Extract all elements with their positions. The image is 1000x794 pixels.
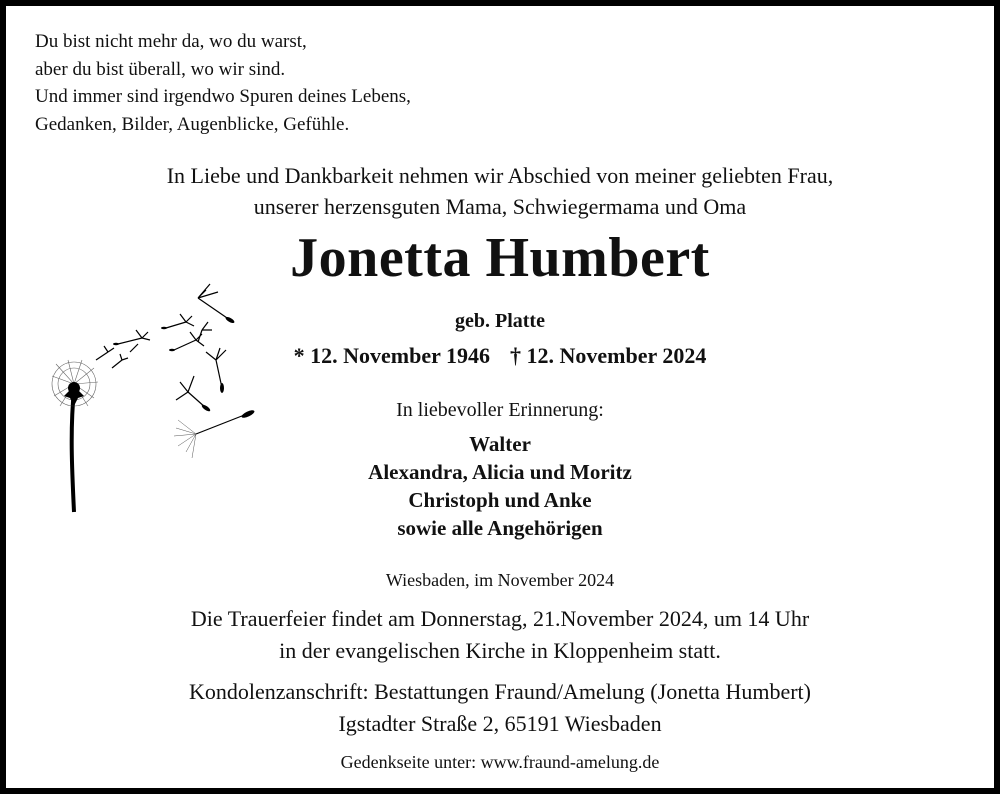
condolence-address [6, 676, 994, 740]
service-line-1: Die Trauerfeier findet am Donnerstag, 21.November 2024, um 14 Uhr [190, 606, 810, 631]
funeral-service-info [6, 603, 994, 667]
poem [35, 28, 411, 138]
mourners-list [6, 430, 994, 542]
poem-line: Gedanken, Bilder, Augenblicke, Gefühle. [35, 113, 350, 135]
death-date: † 12. November 2024 [510, 343, 707, 368]
maiden-name: geb. Platte [455, 310, 545, 332]
obituary-notice [6, 6, 994, 788]
mourner: Alexandra, Alicia und Moritz [368, 460, 632, 484]
intro-line-1: In Liebe und Dankbarkeit nehmen wir Abschied von meiner geliebten Frau, [166, 163, 834, 188]
poem-line: Du bist nicht mehr da, wo du warst, [35, 31, 307, 52]
condolence-line-1: Kondolenzanschrift: Bestattungen Fraund/Amelung (Jonetta Humbert) [189, 679, 811, 704]
mourner: sowie alle Angehörigen [397, 516, 603, 540]
service-line-2: in der evangelischen Kirche in Kloppenheim statt. [279, 638, 721, 663]
birth-date: * 12. November 1946 [293, 343, 490, 368]
poem-line: Und immer sind irgendwo Spuren deines Lebens, [35, 86, 411, 107]
mourner: Christoph und Anke [408, 488, 592, 512]
place-date: Wiesbaden, im November 2024 [385, 570, 615, 590]
memorial-page-link: Gedenkseite unter: www.fraund-amelung.de [340, 752, 660, 772]
condolence-line-2: Igstadter Straße 2, 65191 Wiesbaden [338, 711, 662, 736]
mourner: Walter [469, 432, 531, 456]
deceased-name: Jonetta Humbert [290, 227, 710, 289]
memory-heading: In liebevoller Erinnerung: [396, 399, 604, 421]
intro-text [6, 160, 994, 222]
intro-line-2: unserer herzensguten Mama, Schwiegermama und Oma [253, 194, 747, 219]
poem-line: aber du bist überall, wo wir sind. [35, 58, 286, 80]
